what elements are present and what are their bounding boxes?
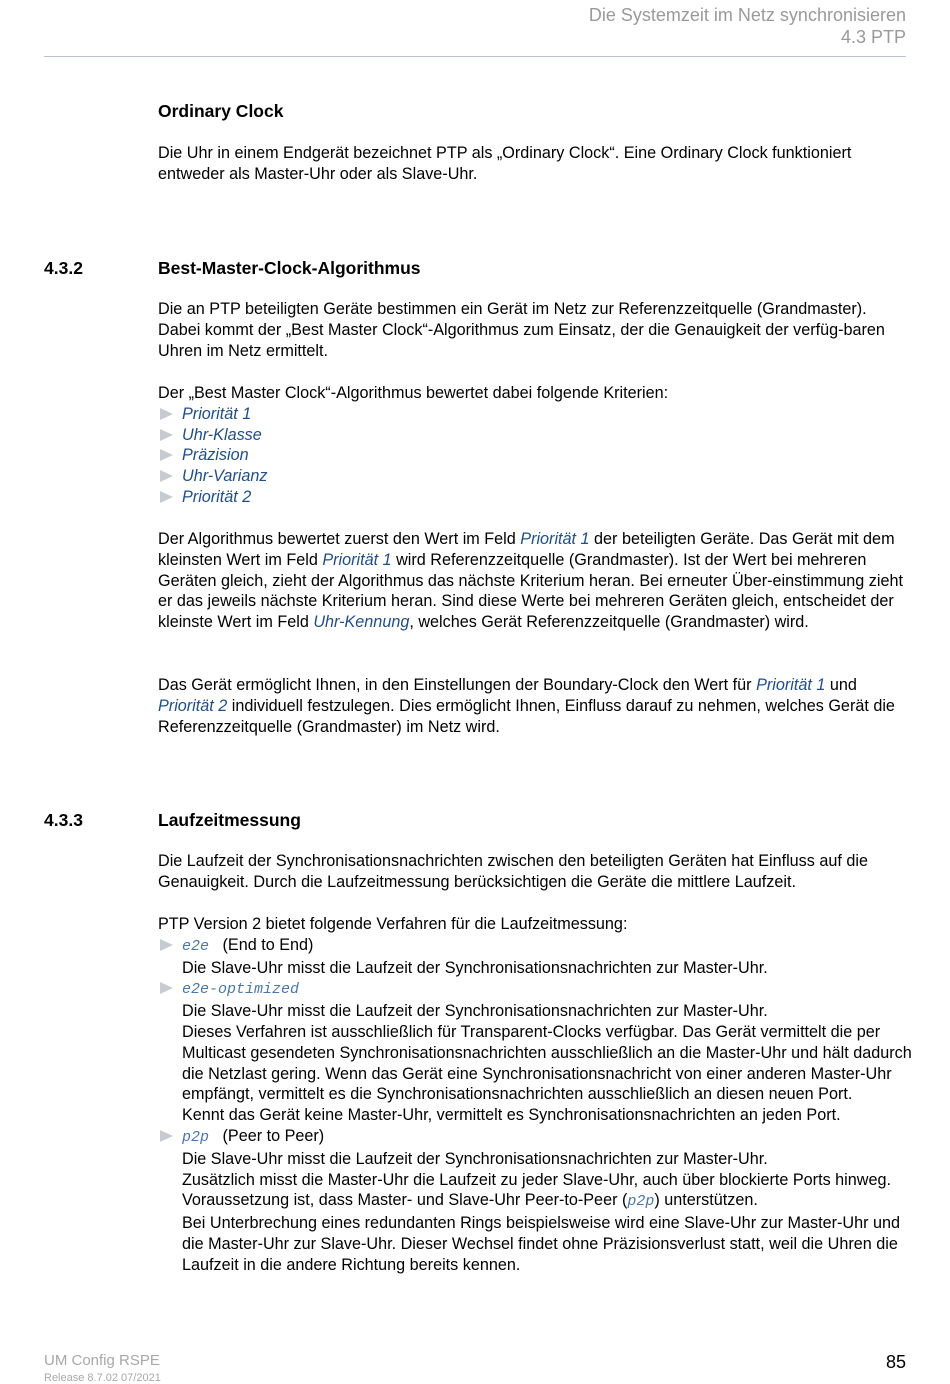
bullet-triangle-icon (160, 491, 173, 503)
p2p-desc: (Peer to Peer) (222, 1126, 325, 1145)
e2e-optimized-code: e2e-optimized (182, 981, 300, 999)
text-run: wird Referenzzeitquelle (Grandmaster). Ist der Wert bei mehreren Geräten gleich, zieht der Algorithmus das nächste Kriterium heran. Bei erneuter Über-einstimmung zieht er das jeweils nächste Kriterium heran. Sind diese Werte bei mehreren Geräten gleich, entscheidet der kleinste Wert im Feld (158, 550, 903, 632)
p2p-line2 (182, 1170, 918, 1214)
text-run: und (825, 676, 857, 694)
section-heading-433: Laufzeitmessung (158, 810, 301, 830)
footer-doc-title: UM Config RSPE (44, 1352, 160, 1369)
priority1-link[interactable]: Priorität 1 (520, 530, 590, 548)
criterion-clock-class-link[interactable]: Uhr-Klasse (182, 425, 262, 444)
priority1-link[interactable]: Priorität 1 (322, 550, 392, 569)
priority2-link[interactable]: Priorität 2 (158, 696, 228, 715)
bmc-criteria-list (158, 383, 918, 508)
criteria-intro: Der „Best Master Clock“-Algorithmus bewertet dabei folgende Kriterien: (158, 384, 669, 402)
runtime-intro-paragraph: Die Laufzeit der Synchronisationsnachrichten zwischen den beteiligten Geräten hat Einfluss auf die Genauigkeit. Durch die Laufzeitmessung berücksichtigen die Geräte die mittlere Laufzeit. (158, 852, 868, 891)
bmc-settings-text (158, 675, 908, 737)
text-run: individuell festzulegen. Dies ermöglicht Ihnen, Einfluss darauf zu nehmen, welches Gerät die Referenzzeitquelle (Grandmaster) im Netz wird. (158, 696, 895, 736)
clock-id-link[interactable]: Uhr-Kennung (313, 613, 410, 632)
p2p-line3: Bei Unterbrechung eines redundanten Rings beispielsweise wird eine Slave-Uhr zur Master-Uhr und die Master-Uhr zur Slave-Uhr. Dieser Wechsel findet ohne Präzisionsverlust statt, weil die Uhren die Laufzeit in die andere Richtung bereits kennen. (182, 1214, 901, 1274)
header-section: 4.3 PTP (840, 27, 906, 47)
bmc-evaluation-paragraph (158, 529, 908, 633)
section-heading-432: Best-Master-Clock-Algorithmus (158, 258, 421, 278)
bmc-intro (158, 299, 908, 361)
text-run: Der Algorithmus bewertet zuerst den Wert im Feld (158, 530, 521, 548)
bullet-triangle-icon (160, 429, 173, 441)
criterion-clock-variance-link[interactable]: Uhr-Varianz (182, 467, 268, 486)
page-header (589, 4, 906, 48)
bullet-triangle-icon (160, 982, 173, 994)
bullet-triangle-icon (160, 449, 173, 461)
e2e-desc: (End to End) (222, 935, 314, 954)
p2p-line1: Die Slave-Uhr misst die Laufzeit der Synchronisationsnachrichten zur Master-Uhr. (182, 1149, 768, 1168)
page-number: 85 (885, 1352, 906, 1372)
bmc-evaluation-text (158, 529, 908, 633)
priority1-link[interactable]: Priorität 1 (756, 676, 826, 694)
list-item (158, 404, 918, 425)
bullet-triangle-icon (160, 939, 173, 951)
ordinary-clock-heading: Ordinary Clock (158, 101, 284, 121)
e2e-code: e2e (182, 937, 210, 955)
runtime-methods-list (158, 914, 918, 1276)
header-divider (44, 56, 906, 57)
p2p-code: p2p (182, 1128, 210, 1146)
list-item (158, 445, 918, 466)
text-run: der beteiligten Geräte. Das Gerät mit dem kleinsten Wert im Feld (158, 530, 895, 569)
list-item (158, 466, 918, 487)
runtime-intro (158, 851, 908, 893)
text-run: , welches Gerät Referenzzeitquelle (Grandmaster) wird. (409, 613, 809, 632)
list-item (158, 935, 918, 979)
criterion-priority1-link[interactable]: Priorität 1 (182, 404, 252, 423)
bullet-triangle-icon (160, 470, 173, 482)
list-item (158, 978, 918, 1126)
bmc-intro-paragraph: Die an PTP beteiligten Geräte bestimmen ein Gerät im Netz zur Referenzzeitquelle (Grandmaster). Dabei kommt der „Best Master Clock“-Algorithmus zum Einsatz, der die Genauigkeit der verfüg-baren Uhren im Netz ermittelt. (158, 300, 885, 360)
text-run: ) unterstützen. (654, 1191, 758, 1210)
header-title: Die Systemzeit im Netz synchronisieren (588, 5, 906, 25)
section-number-433: 4.3.3 (44, 810, 83, 830)
list-item (158, 487, 918, 508)
criterion-priority2-link[interactable]: Priorität 2 (182, 487, 252, 506)
e2e-optimized-line3: Kennt das Gerät keine Master-Uhr, vermittelt es Synchronisationsnachrichten an jeden Port. (182, 1106, 841, 1125)
methods-intro: PTP Version 2 bietet folgende Verfahren für die Laufzeitmessung: (158, 915, 628, 933)
e2e-optimized-line1: Die Slave-Uhr misst die Laufzeit der Synchronisationsnachrichten zur Master-Uhr. (182, 1002, 768, 1021)
text-run: Das Gerät ermöglicht Ihnen, in den Einstellungen der Boundary-Clock den Wert für (158, 676, 757, 694)
p2p-inline-code: p2p (627, 1193, 655, 1211)
list-item (158, 1126, 918, 1276)
text-run: Zusätzlich misst die Master-Uhr die Laufzeit zu jeder Slave-Uhr, auch über blockierte Ports hinweg. Voraussetzung ist, dass Master- und Slave-Uhr Peer-to-Peer ( (182, 1170, 891, 1210)
section-number-432: 4.3.2 (44, 258, 83, 278)
e2e-optimized-line2: Dieses Verfahren ist ausschließlich für Transparent-Clocks verfügbar. Das Gerät vermittelt die per Multicast gesendeten Synchronisationsnachrichten ausschließlich an die Master-Uhr und hält dadurch die Netzlast gering. Wenn das Gerät eine Synchronisationsnachricht von einer anderen Master-Uhr empfängt, vermittelt es die Synchronisationsnachrichten ausschließlich an diesen neuen Port. (182, 1022, 912, 1104)
criterion-precision-link[interactable]: Präzision (182, 446, 249, 465)
ordinary-clock-paragraph: Die Uhr in einem Endgerät bezeichnet PTP als „Ordinary Clock“. Eine Ordinary Clock funktioniert entweder als Master-Uhr oder als Slave-Uhr. (158, 144, 852, 183)
list-item (158, 425, 918, 446)
ordinary-clock-text (158, 143, 908, 185)
bmc-settings-paragraph (158, 675, 908, 737)
bullet-triangle-icon (160, 1130, 173, 1142)
bullet-triangle-icon (160, 408, 173, 420)
footer-release: Release 8.7.02 07/2021 (44, 1372, 161, 1384)
e2e-line1: Die Slave-Uhr misst die Laufzeit der Synchronisationsnachrichten zur Master-Uhr. (182, 958, 768, 977)
